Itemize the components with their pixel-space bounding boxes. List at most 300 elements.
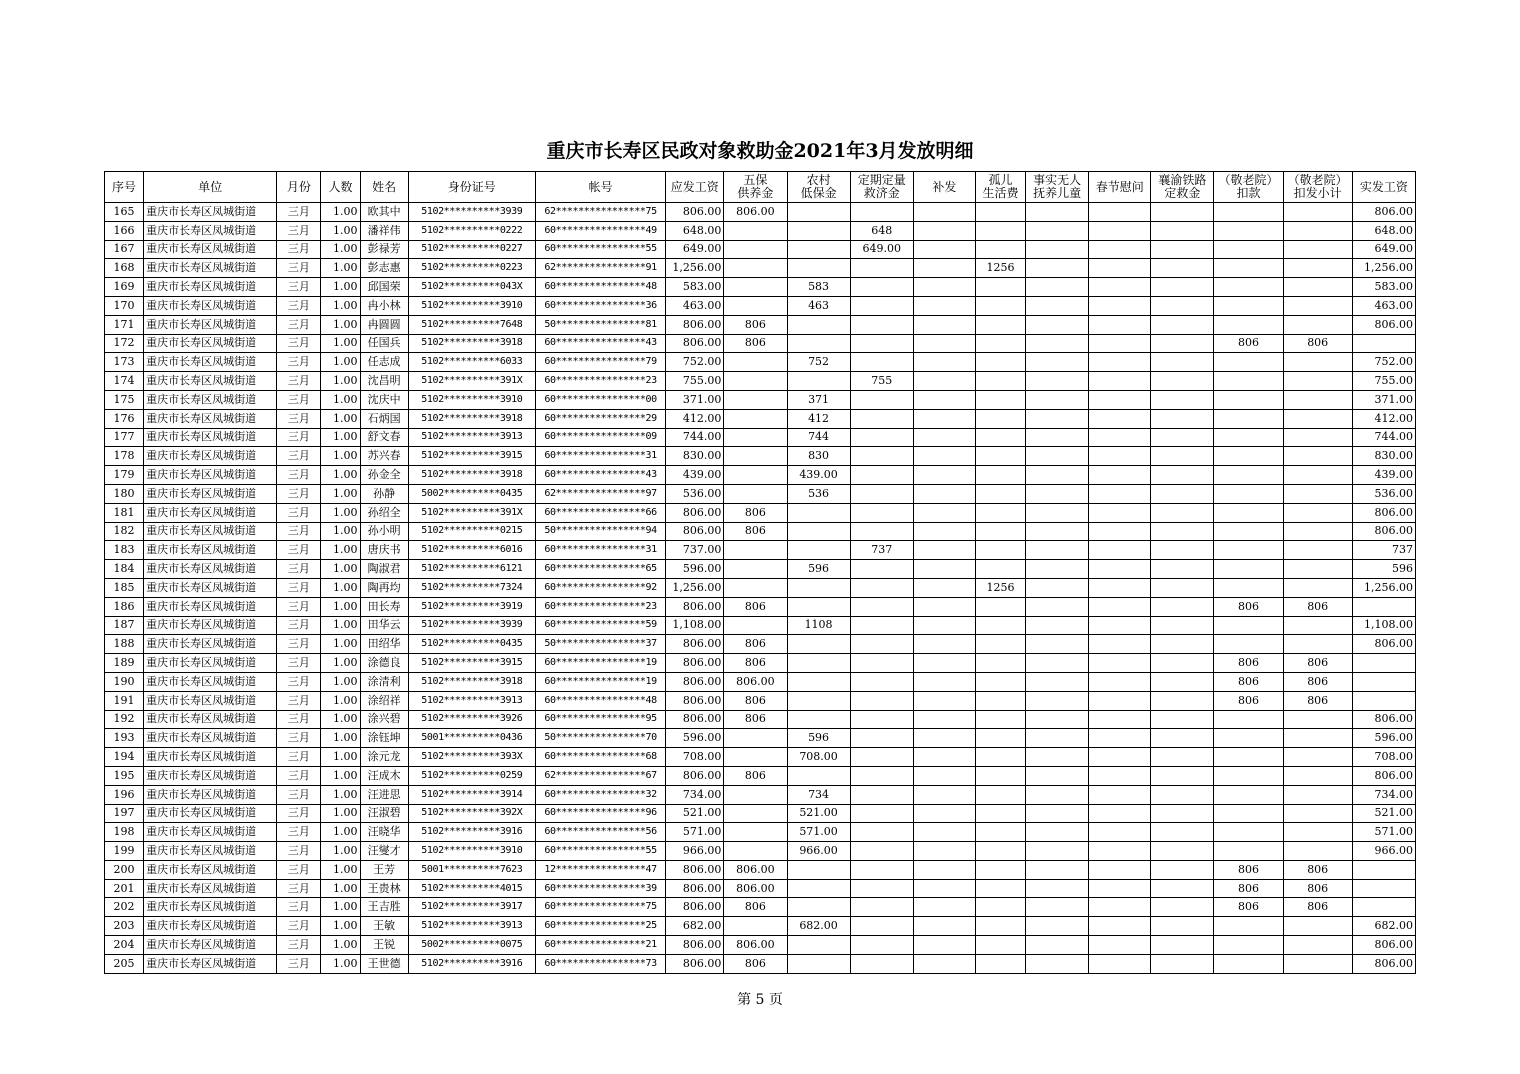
table-row [105,259,1416,278]
cell-uncared-child [1026,221,1089,240]
cell-bufa [913,804,975,823]
cell-actual-pay [1352,860,1415,879]
cell-nursing-subtotal: 806 [1283,672,1352,691]
cell-xiangyu [1151,278,1214,297]
cell-orphan [975,390,1025,409]
header-bufa: 补发 [913,172,975,203]
cell-name: 王世德 [360,954,408,973]
cell-dibao: 734 [787,785,850,804]
table-row [105,898,1416,917]
cell-uncared-child [1026,259,1089,278]
cell-nursing-subtotal [1283,484,1352,503]
cell-name: 涂钰坤 [360,729,408,748]
cell-unit: 重庆市长寿区凤城街道 [144,578,277,597]
cell-unit: 重庆市长寿区凤城街道 [144,315,277,334]
cell-dibao [787,259,850,278]
cell-payable: 1,256.00 [666,259,724,278]
table-row [105,917,1416,936]
cell-month: 三月 [277,315,321,334]
cell-xiangyu [1151,823,1214,842]
cell-wubao: 806 [724,954,787,973]
cell-nursing-subtotal [1283,541,1352,560]
cell-month: 三月 [277,296,321,315]
cell-dingqi [850,616,913,635]
cell-account: 50****************81 [535,315,665,334]
cell-nursing-deduct [1214,390,1283,409]
cell-unit: 重庆市长寿区凤城街道 [144,278,277,297]
cell-spring-festival [1089,353,1151,372]
cell-nursing-subtotal [1283,766,1352,785]
cell-nursing-deduct [1214,804,1283,823]
cell-nursing-subtotal [1283,785,1352,804]
cell-uncared-child [1026,560,1089,579]
cell-headcount: 1.00 [321,541,360,560]
cell-dibao: 830 [787,447,850,466]
cell-account: 60****************36 [535,296,665,315]
cell-payable: 1,256.00 [666,578,724,597]
cell-unit: 重庆市长寿区凤城街道 [144,691,277,710]
cell-dibao: 1108 [787,616,850,635]
cell-bufa [913,428,975,447]
cell-seq: 190 [105,672,144,691]
cell-dibao [787,672,850,691]
cell-nursing-deduct: 806 [1214,654,1283,673]
cell-payable: 1,108.00 [666,616,724,635]
cell-wubao: 806.00 [724,860,787,879]
cell-wubao [724,729,787,748]
cell-payable: 752.00 [666,353,724,372]
cell-headcount: 1.00 [321,691,360,710]
cell-dibao [787,691,850,710]
cell-name: 涂绍祥 [360,691,408,710]
cell-month: 三月 [277,691,321,710]
cell-wubao: 806 [724,710,787,729]
cell-payable: 806.00 [666,710,724,729]
cell-unit: 重庆市长寿区凤城街道 [144,936,277,955]
cell-dingqi [850,578,913,597]
cell-nursing-deduct [1214,428,1283,447]
cell-month: 三月 [277,353,321,372]
cell-orphan [975,710,1025,729]
cell-unit: 重庆市长寿区凤城街道 [144,203,277,222]
cell-headcount: 1.00 [321,597,360,616]
header-headcount: 人数 [321,172,360,203]
cell-payable: 806.00 [666,635,724,654]
cell-headcount: 1.00 [321,428,360,447]
cell-spring-festival [1089,766,1151,785]
cell-headcount: 1.00 [321,729,360,748]
cell-seq: 184 [105,560,144,579]
cell-account: 50****************37 [535,635,665,654]
cell-nursing-subtotal [1283,390,1352,409]
cell-nursing-deduct [1214,203,1283,222]
cell-uncared-child [1026,578,1089,597]
cell-seq: 188 [105,635,144,654]
cell-dibao [787,766,850,785]
cell-xiangyu [1151,390,1214,409]
cell-id-number: 5002**********0435 [408,484,535,503]
cell-nursing-deduct [1214,635,1283,654]
cell-actual-pay [1352,597,1415,616]
cell-id-number: 5102**********3910 [408,842,535,861]
table-row [105,484,1416,503]
cell-wubao: 806.00 [724,879,787,898]
cell-bufa [913,766,975,785]
cell-dibao: 439.00 [787,466,850,485]
cell-dingqi [850,654,913,673]
cell-payable: 806.00 [666,691,724,710]
table-row [105,766,1416,785]
cell-unit: 重庆市长寿区凤城街道 [144,466,277,485]
cell-nursing-deduct [1214,616,1283,635]
cell-id-number: 5102**********3913 [408,917,535,936]
cell-uncared-child [1026,466,1089,485]
cell-wubao [724,353,787,372]
cell-dibao [787,654,850,673]
cell-name: 苏兴春 [360,447,408,466]
cell-uncared-child [1026,616,1089,635]
cell-account: 60****************73 [535,954,665,973]
cell-account: 60****************39 [535,879,665,898]
cell-month: 三月 [277,466,321,485]
cell-unit: 重庆市长寿区凤城街道 [144,635,277,654]
cell-seq: 180 [105,484,144,503]
cell-nursing-subtotal: 806 [1283,691,1352,710]
cell-spring-festival [1089,560,1151,579]
cell-id-number: 5102**********3915 [408,654,535,673]
cell-name: 沈庆中 [360,390,408,409]
cell-unit: 重庆市长寿区凤城街道 [144,390,277,409]
cell-xiangyu [1151,503,1214,522]
cell-headcount: 1.00 [321,296,360,315]
cell-nursing-deduct [1214,541,1283,560]
cell-nursing-deduct [1214,447,1283,466]
table-row [105,672,1416,691]
cell-seq: 193 [105,729,144,748]
cell-seq: 177 [105,428,144,447]
cell-actual-pay: 752.00 [1352,353,1415,372]
cell-bufa [913,691,975,710]
cell-dibao [787,240,850,259]
cell-payable: 806.00 [666,672,724,691]
cell-id-number: 5102**********3910 [408,296,535,315]
cell-nursing-subtotal [1283,372,1352,391]
cell-dibao [787,635,850,654]
cell-nursing-deduct: 806 [1214,597,1283,616]
cell-dibao [787,522,850,541]
cell-payable: 648.00 [666,221,724,240]
cell-unit: 重庆市长寿区凤城街道 [144,447,277,466]
cell-id-number: 5102**********3918 [408,334,535,353]
cell-orphan [975,560,1025,579]
cell-orphan [975,597,1025,616]
cell-uncared-child [1026,522,1089,541]
cell-seq: 205 [105,954,144,973]
cell-wubao [724,578,787,597]
cell-bufa [913,390,975,409]
cell-uncared-child [1026,240,1089,259]
cell-actual-pay: 806.00 [1352,522,1415,541]
cell-nursing-subtotal [1283,315,1352,334]
cell-account: 62****************91 [535,259,665,278]
cell-month: 三月 [277,710,321,729]
cell-actual-pay: 571.00 [1352,823,1415,842]
cell-orphan: 1256 [975,259,1025,278]
cell-bufa [913,541,975,560]
cell-account: 60****************09 [535,428,665,447]
cell-payable: 583.00 [666,278,724,297]
cell-spring-festival [1089,522,1151,541]
cell-orphan [975,353,1025,372]
cell-name: 王贵林 [360,879,408,898]
cell-unit: 重庆市长寿区凤城街道 [144,409,277,428]
cell-dibao [787,936,850,955]
cell-account: 60****************31 [535,541,665,560]
cell-nursing-subtotal: 806 [1283,654,1352,673]
table-row [105,466,1416,485]
cell-xiangyu [1151,691,1214,710]
cell-name: 孙金全 [360,466,408,485]
table-row [105,785,1416,804]
cell-xiangyu [1151,804,1214,823]
cell-actual-pay: 371.00 [1352,390,1415,409]
table-row [105,372,1416,391]
cell-payable: 596.00 [666,560,724,579]
cell-headcount: 1.00 [321,635,360,654]
cell-dibao [787,879,850,898]
cell-month: 三月 [277,654,321,673]
cell-account: 12****************47 [535,860,665,879]
cell-orphan [975,879,1025,898]
cell-nursing-subtotal [1283,259,1352,278]
cell-actual-pay: 596.00 [1352,729,1415,748]
cell-unit: 重庆市长寿区凤城街道 [144,954,277,973]
cell-dibao: 583 [787,278,850,297]
cell-seq: 179 [105,466,144,485]
table-row [105,936,1416,955]
cell-uncared-child [1026,804,1089,823]
cell-dingqi [850,597,913,616]
cell-dingqi [850,635,913,654]
cell-id-number: 5102**********0259 [408,766,535,785]
cell-month: 三月 [277,240,321,259]
cell-unit: 重庆市长寿区凤城街道 [144,729,277,748]
cell-dingqi [850,390,913,409]
cell-seq: 173 [105,353,144,372]
cell-account: 60****************48 [535,691,665,710]
table-row [105,654,1416,673]
cell-orphan [975,729,1025,748]
cell-nursing-deduct [1214,466,1283,485]
table-row [105,710,1416,729]
cell-bufa [913,616,975,635]
cell-bufa [913,898,975,917]
table-row [105,691,1416,710]
cell-wubao: 806.00 [724,203,787,222]
table-row [105,635,1416,654]
cell-seq: 176 [105,409,144,428]
cell-uncared-child [1026,823,1089,842]
table-row [105,278,1416,297]
cell-month: 三月 [277,635,321,654]
cell-payable: 371.00 [666,390,724,409]
cell-headcount: 1.00 [321,898,360,917]
cell-orphan [975,296,1025,315]
cell-account: 60****************56 [535,823,665,842]
cell-headcount: 1.00 [321,240,360,259]
cell-seq: 198 [105,823,144,842]
cell-dingqi [850,278,913,297]
cell-account: 62****************97 [535,484,665,503]
cell-nursing-deduct [1214,409,1283,428]
cell-name: 田华云 [360,616,408,635]
cell-uncared-child [1026,879,1089,898]
cell-seq: 178 [105,447,144,466]
cell-month: 三月 [277,917,321,936]
cell-bufa [913,710,975,729]
cell-actual-pay: 682.00 [1352,917,1415,936]
cell-account: 60****************25 [535,917,665,936]
cell-nursing-subtotal [1283,296,1352,315]
cell-month: 三月 [277,334,321,353]
cell-xiangyu [1151,879,1214,898]
cell-spring-festival [1089,390,1151,409]
table-row [105,804,1416,823]
cell-uncared-child [1026,654,1089,673]
cell-actual-pay: 830.00 [1352,447,1415,466]
table-row [105,390,1416,409]
cell-dibao [787,334,850,353]
cell-spring-festival [1089,278,1151,297]
cell-seq: 203 [105,917,144,936]
cell-orphan [975,616,1025,635]
cell-xiangyu [1151,334,1214,353]
cell-orphan: 1256 [975,578,1025,597]
cell-xiangyu [1151,842,1214,861]
cell-nursing-subtotal: 806 [1283,334,1352,353]
cell-wubao [724,541,787,560]
cell-nursing-subtotal [1283,522,1352,541]
cell-seq: 165 [105,203,144,222]
cell-nursing-deduct [1214,296,1283,315]
cell-payable: 521.00 [666,804,724,823]
cell-month: 三月 [277,597,321,616]
cell-seq: 170 [105,296,144,315]
cell-actual-pay: 439.00 [1352,466,1415,485]
cell-wubao: 806 [724,635,787,654]
cell-month: 三月 [277,616,321,635]
cell-name: 冉小林 [360,296,408,315]
cell-xiangyu [1151,353,1214,372]
cell-month: 三月 [277,954,321,973]
cell-nursing-subtotal [1283,409,1352,428]
cell-payable: 755.00 [666,372,724,391]
cell-month: 三月 [277,842,321,861]
cell-dibao [787,221,850,240]
cell-nursing-deduct: 806 [1214,672,1283,691]
cell-payable: 649.00 [666,240,724,259]
cell-actual-pay: 536.00 [1352,484,1415,503]
cell-headcount: 1.00 [321,278,360,297]
cell-actual-pay: 1,256.00 [1352,578,1415,597]
cell-id-number: 5102**********3916 [408,954,535,973]
cell-uncared-child [1026,729,1089,748]
cell-account: 60****************23 [535,372,665,391]
cell-bufa [913,560,975,579]
cell-bufa [913,597,975,616]
cell-wubao [724,842,787,861]
cell-spring-festival [1089,654,1151,673]
cell-name: 汪进思 [360,785,408,804]
cell-dibao [787,503,850,522]
cell-bufa [913,954,975,973]
table-row [105,597,1416,616]
cell-dibao [787,203,850,222]
cell-payable: 744.00 [666,428,724,447]
cell-month: 三月 [277,259,321,278]
cell-account: 60****************48 [535,278,665,297]
cell-wubao: 806 [724,766,787,785]
cell-headcount: 1.00 [321,221,360,240]
cell-xiangyu [1151,296,1214,315]
cell-spring-festival [1089,879,1151,898]
cell-seq: 172 [105,334,144,353]
cell-unit: 重庆市长寿区凤城街道 [144,560,277,579]
cell-uncared-child [1026,353,1089,372]
cell-uncared-child [1026,691,1089,710]
cell-bufa [913,278,975,297]
cell-orphan [975,334,1025,353]
cell-headcount: 1.00 [321,766,360,785]
cell-orphan [975,409,1025,428]
cell-bufa [913,917,975,936]
cell-name: 冉圆圆 [360,315,408,334]
cell-payable: 806.00 [666,315,724,334]
cell-seq: 174 [105,372,144,391]
cell-id-number: 5102**********393X [408,748,535,767]
cell-nursing-subtotal [1283,353,1352,372]
cell-dingqi [850,447,913,466]
cell-unit: 重庆市长寿区凤城街道 [144,372,277,391]
cell-payable: 737.00 [666,541,724,560]
cell-dibao [787,541,850,560]
header-nursing-subtotal: （敬老院） 扣发小计 [1283,172,1352,203]
cell-name: 舒文春 [360,428,408,447]
cell-actual-pay: 521.00 [1352,804,1415,823]
cell-name: 任国兵 [360,334,408,353]
cell-id-number: 5102**********392X [408,804,535,823]
cell-xiangyu [1151,522,1214,541]
cell-dibao [787,372,850,391]
cell-unit: 重庆市长寿区凤城街道 [144,484,277,503]
cell-unit: 重庆市长寿区凤城街道 [144,879,277,898]
cell-name: 田长寿 [360,597,408,616]
cell-unit: 重庆市长寿区凤城街道 [144,541,277,560]
cell-unit: 重庆市长寿区凤城街道 [144,710,277,729]
cell-bufa [913,259,975,278]
cell-dingqi [850,691,913,710]
cell-spring-festival [1089,447,1151,466]
cell-dingqi [850,917,913,936]
cell-seq: 168 [105,259,144,278]
cell-uncared-child [1026,409,1089,428]
cell-unit: 重庆市长寿区凤城街道 [144,259,277,278]
cell-account: 60****************31 [535,447,665,466]
table-row [105,240,1416,259]
cell-name: 涂兴碧 [360,710,408,729]
cell-month: 三月 [277,541,321,560]
cell-account: 60****************66 [535,503,665,522]
